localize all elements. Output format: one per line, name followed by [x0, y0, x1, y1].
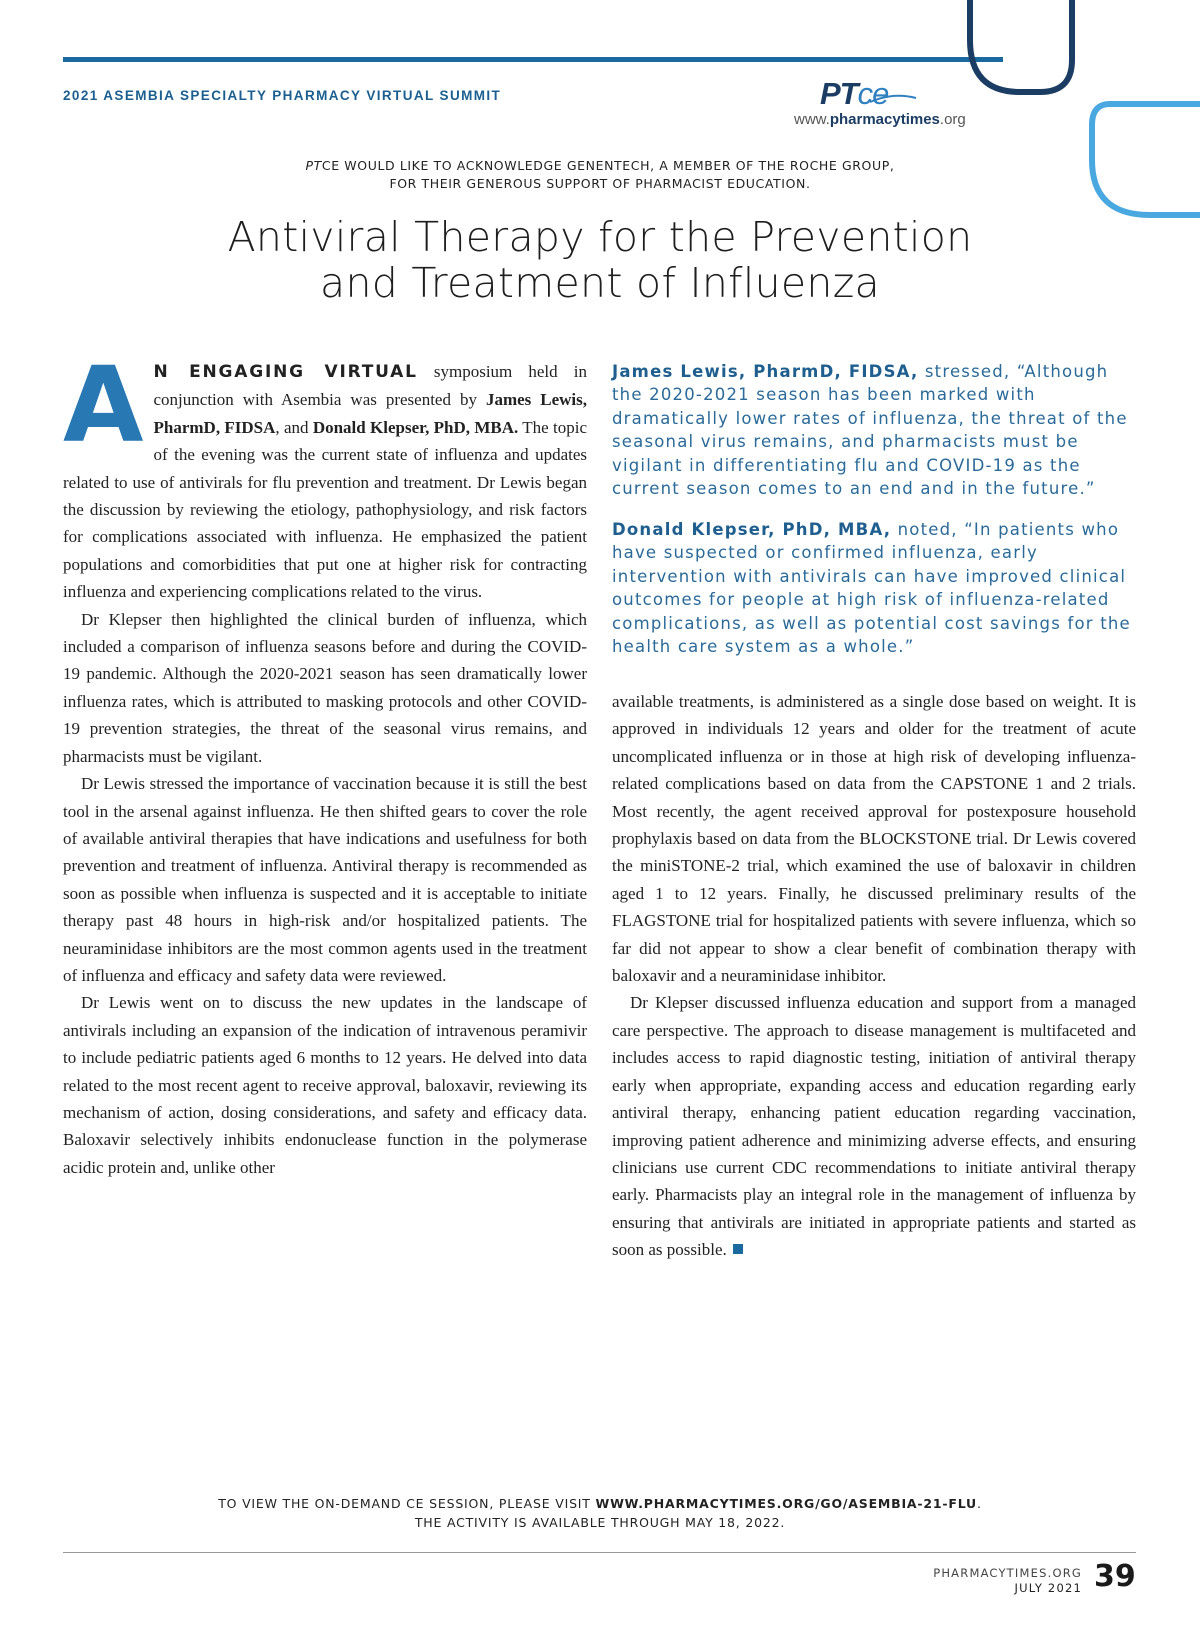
- lead-caps: N ENGAGING VIRTUAL: [153, 362, 418, 382]
- quote-text: “In patients who have suspected or confirmed influenza, early intervention with antivirals can have improved clinical outcomes for people at high risk of influenza-related complications, as well as potential cost savings for the health care system as a whole.”: [612, 520, 1131, 657]
- folio-site: PHARMACYTIMES.ORG: [933, 1566, 1082, 1580]
- quote-speaker: James Lewis, PharmD, FIDSA,: [612, 362, 919, 381]
- pull-quote-1: James Lewis, PharmD, FIDSA, stressed, “Although the 2020-2021 season has been marked with dramatically lower rates of influenza, the threat of the seasonal virus remains, and pharmacists must be vigilant in differentiating flu and COVID-19 as the current season comes to an end and in the future.”: [612, 362, 1128, 499]
- pull-quote-2: Donald Klepser, PhD, MBA, noted, “In patients who have suspected or confirmed influenza, early intervention with antivirals can have improved clinical outcomes for people at high risk of influenza-related complications, as well as potential cost savings for the health care system as a whole.”: [612, 520, 1131, 657]
- header-rule: [63, 57, 1003, 62]
- logo-ce: ce: [857, 76, 889, 111]
- article-title: [150, 214, 1050, 306]
- acknowledgement: [200, 157, 1000, 193]
- page-number: 39: [1094, 1559, 1136, 1594]
- paragraph-1: A N ENGAGING VIRTUAL symposium held in conjunction with Asembia was presented by James Lewis, PharmD, FIDSA, and Donald Klepser, PhD, MBA. The topic of the evening was the current state of influenza and updates related to use of antivirals for flu prevention and treatment. Dr Lewis began the discussion by reviewing the etiology, pathophysiology, and risk factors for complications associated with influenza. He emphasized the patient populations and comorbidities that put one at higher risk for contracting influenza and experiencing complications related to the virus.: [63, 344, 587, 602]
- drop-cap: A: [63, 344, 144, 466]
- paragraph-3: Dr Lewis stressed the importance of vaccination because it is still the best tool in the arsenal against influenza. He then shifted gears to cover the role of available antiviral therapies that have indications and usefulness for both prevention and treatment of influenza. Antiviral therapy is recommended as soon as possible when influenza is suspected and it is acceptable to initiate therapy past 48 hours in high-risk and/or hospitalized patients. The neuraminidase inhibitors are the most common agents used in the treatment of influenza and efficacy and safety data were reviewed.: [63, 774, 587, 985]
- footer-rule: [63, 1552, 1136, 1553]
- paragraph-4: Dr Lewis went on to discuss the new updates in the landscape of antivirals including an expansion of the indication of intravenous peramivir to include pediatric patients aged 6 months to 12 years. He delved into data related to the most recent agent to receive approval, baloxavir, reviewing its mechanism of action, dosing considerations, and safety and efficacy data. Baloxavir selectively inhibits endonuclease function in the polymerase acidic protein and, unlike other: [63, 993, 587, 1177]
- logo-url: www.pharmacytimes.org: [794, 111, 966, 128]
- folio-issue: JULY 2021: [1014, 1581, 1082, 1595]
- end-mark-icon: [733, 1244, 743, 1254]
- paragraph-2: Dr Klepser then highlighted the clinical burden of influenza, which included a comparison of influenza seasons before and during the COVID-19 pandemic. Although the 2020-2021 season has seen dramatically lower influenza rates, which is attributed to masking protocols and other COVID-19 prevention strategies, the threat of the seasonal virus remains, and pharmacists must be vigilant.: [63, 609, 587, 766]
- quote-speaker: Donald Klepser, PhD, MBA,: [612, 520, 892, 539]
- footer-note-line-1: TO VIEW THE ON-DEMAND CE SESSION, PLEASE VISIT WWW.PHARMACYTIMES.ORG/GO/ASEMBIA-21-FLU.: [218, 1496, 982, 1511]
- quote-text: “Although the 2020-2021 season has been marked with dramatically lower rates of influenza, the threat of the seasonal virus remains, and pharmacists must be vigilant in differentiating flu and COVID-19 as the current season comes to an end and in the future.”: [612, 362, 1128, 499]
- folio: [933, 1566, 1082, 1596]
- paragraph-5: available treatments, is administered as a single dose based on weight. It is approved in individuals 12 years and older for the treatment of acute uncomplicated influenza or in those at high risk of developing influenza-related complications based on data from the CAPSTONE 1 and 2 trials. Most recently, the agent received approval for postexposure household prophylaxis based on data from the BLOCKSTONE trial. Dr Lewis covered the miniSTONE-2 trial, which examined the use of baloxavir in children aged 1 to 12 years. Finally, he discussed preliminary results of the FLAGSTONE trial for hospitalized patients with severe influenza, which so far did not appear to show a clear benefit of combination therapy with baloxavir and a neuraminidase inhibitor.: [612, 692, 1136, 986]
- footer-note-line-2: THE ACTIVITY IS AVAILABLE THROUGH MAY 18, 2022.: [414, 1515, 786, 1530]
- acknowledgement-line-1: PTCE WOULD LIKE TO ACKNOWLEDGE GENENTECH, A MEMBER OF THE ROCHE GROUP,: [305, 158, 895, 173]
- title-line-2: and Treatment of Influenza: [320, 259, 880, 307]
- speaker-name-1: James Lewis, PharmD, FIDSA: [153, 390, 587, 437]
- body-column-right: [612, 688, 1136, 1264]
- body-column-left: [63, 344, 587, 1181]
- title-line-1: Antiviral Therapy for the Prevention: [227, 213, 973, 261]
- section-label: 2021 ASEMBIA SPECIALTY PHARMACY VIRTUAL SUMMIT: [63, 88, 502, 103]
- logo-pt: PT: [820, 76, 858, 111]
- footer-note: [150, 1494, 1050, 1532]
- swoosh-icon: [868, 94, 918, 104]
- speaker-name-2: Donald Klepser, PhD, MBA.: [312, 417, 519, 437]
- paragraph-6: Dr Klepser discussed influenza education and support from a managed care perspective. The approach to disease management is multifaceted and includes access to rapid diagnostic testing, initiation of antiviral therapy early when appropriate, expanding access and education regarding early antiviral therapy, enhancing patient education regarding vaccination, improving patient adherence and minimizing adverse effects, and ensuring clinicians use current CDC recommendations to initiate antiviral therapy early. Pharmacists play an integral role in the management of influenza by ensuring that antivirals are initiated in appropriate patients and started as soon as possible.: [612, 993, 1136, 1260]
- decorative-rings-icon: [960, 0, 1200, 240]
- session-link[interactable]: WWW.PHARMACYTIMES.ORG/GO/ASEMBIA-21-FLU: [595, 1496, 977, 1511]
- acknowledgement-line-2: FOR THEIR GENEROUS SUPPORT OF PHARMACIST EDUCATION.: [389, 176, 811, 191]
